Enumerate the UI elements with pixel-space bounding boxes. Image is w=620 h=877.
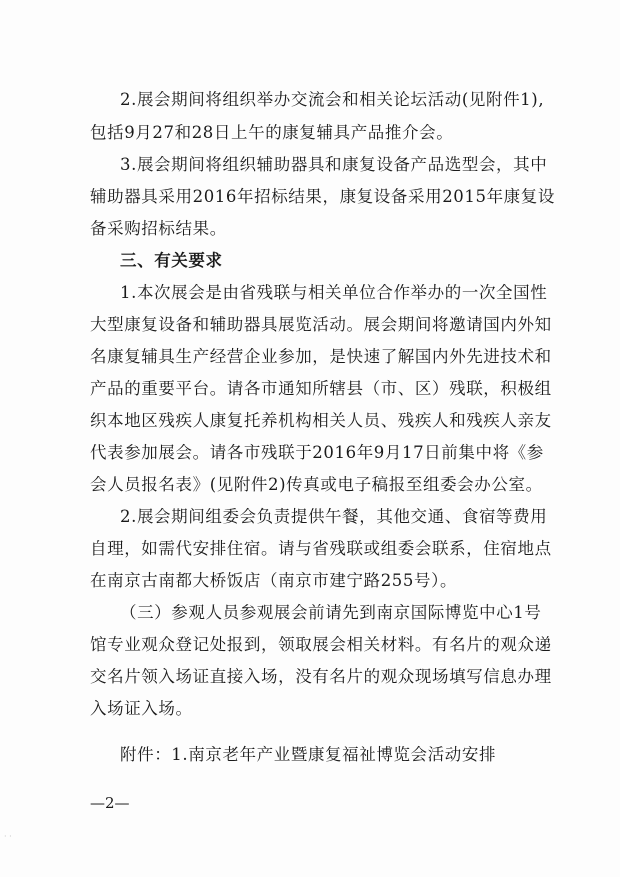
requirement-2-line-2: 自理，如需代安排住宿。请与省残联或组委会联系，住宿地点 <box>90 539 552 558</box>
paragraph-2-line-1: 2.展会期间将组织举办交流会和相关论坛活动(见附件1), <box>120 90 545 109</box>
requirement-3-line-2: 馆专业观众登记处报到，领取展会相关材料。有名片的观众递 <box>90 635 552 654</box>
paragraph-3-line-1: 3.展会期间将组织辅助器具和康复设备产品选型会，其中 <box>120 155 548 174</box>
requirement-1-line-3: 名康复辅具生产经营企业参加，是快速了解国内外先进技术和 <box>90 347 552 366</box>
paragraph-3-line-2: 辅助器具采用2016年招标结果，康复设备采用2015年康复设 <box>90 187 555 206</box>
scan-mark: · · <box>4 832 12 841</box>
requirement-3-line-4: 入场证入场。 <box>90 699 193 718</box>
section-3-heading: 三、有关要求 <box>120 251 223 270</box>
page-number: —2— <box>90 794 130 812</box>
requirement-3-line-1: （三）参观人员参观展会前请先到南京国际博览中心1号 <box>120 603 542 622</box>
requirement-3-line-3: 交名片领入场证直接入场，没有名片的观众现场填写信息办理 <box>90 667 552 686</box>
requirement-1-line-1: 1.本次展会是由省残联与相关单位合作举办的一次全国性 <box>120 283 548 302</box>
requirement-1-line-4: 产品的重要平台。请各市通知所辖县（市、区）残联，积极组 <box>90 379 552 398</box>
requirement-1-line-5: 织本地区残疾人康复托养机构相关人员、残疾人和残疾人亲友 <box>90 411 552 430</box>
paragraph-2-line-2: 包括9月27和28日上午的康复辅具产品推介会。 <box>90 123 454 142</box>
paragraph-3-line-3: 备采购招标结果。 <box>90 219 227 238</box>
requirement-2-line-1: 2.展会期间组委会负责提供午餐，其他交通、食宿等费用 <box>120 507 548 526</box>
requirement-1-line-6: 代表参加展会。请各市残联于2016年9月17日前集中将《参 <box>90 443 544 462</box>
requirement-1-line-2: 大型康复设备和辅助器具展览活动。展会期间将邀请国内外知 <box>90 315 552 334</box>
attachment-line: 附件：1.南京老年产业暨康复福祉博览会活动安排 <box>120 745 497 764</box>
requirement-1-line-7: 会人员报名表》(见附件2)传真或电子稿报至组委会办公室。 <box>90 475 543 494</box>
requirement-2-line-3: 在南京古南都大桥饭店（南京市建宁路255号）。 <box>90 571 458 590</box>
